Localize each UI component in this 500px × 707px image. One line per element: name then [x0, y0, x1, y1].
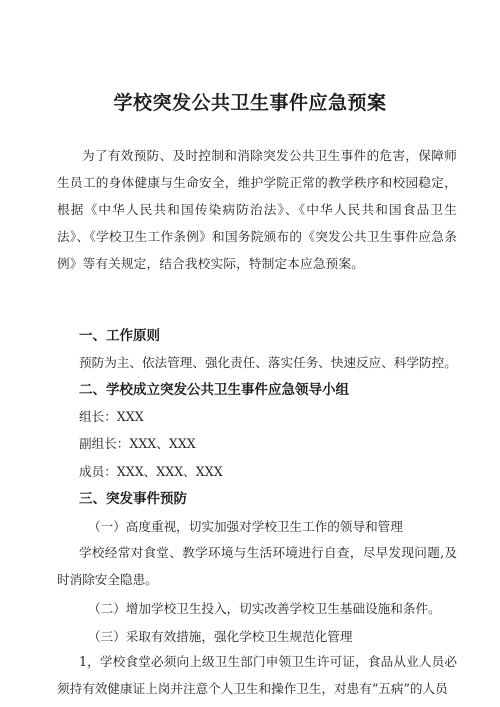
item3-title: （三）采取有效措施，强化学校卫生规范化管理 [88, 629, 353, 644]
section1-heading: 一、工作原则 [79, 328, 160, 344]
members-line: 成员：XXX、XXX、XXX [79, 464, 223, 479]
item1-text: 学校经常对食堂、教学环境与生活环境进行自查，尽早发现问题,及时消除安全隐患。 [57, 545, 457, 587]
intro-paragraph: 为了有效预防、及时控制和消除突发公共卫生事件的危害，保障师生员工的身体健康与生命安全，维护学院正常的教学秩序和校园稳定，根据《中华人民共和国传染病防治法》、《中华人民共和国食品卫生法》、《学校卫生工作条例》和国务院颁布的《突发公共卫生事件应急条例》等有关规定，结合我校实际，特制定本应急预案。 [57, 148, 457, 271]
item1-title: （一）高度重视，切实加强对学校卫生工作的领导和管理 [88, 519, 403, 534]
item2-title: （二）增加学校卫生投入，切实改善学校卫生基础设施和条件。 [88, 601, 441, 616]
document-title: 学校突发公共卫生事件应急预案 [113, 92, 387, 114]
item3-text: 1，学校食堂必须向上级卫生部门申领卫生许可证，食品从业人员必须持有效健康证上岗并注意个人卫生和操作卫生，对患有“五病”的人员 [57, 654, 457, 696]
leader-line: 组长：XXX [79, 409, 144, 424]
section2-heading: 二、学校成立突发公共卫生事件应急领导小组 [79, 382, 349, 398]
section1-text: 预防为主、依法管理、强化责任、落实任务、快速反应、科学防控。 [79, 355, 457, 370]
section3-heading: 三、突发事件预防 [79, 491, 187, 507]
deputy-line: 副组长：XXX、XXX [79, 436, 196, 451]
